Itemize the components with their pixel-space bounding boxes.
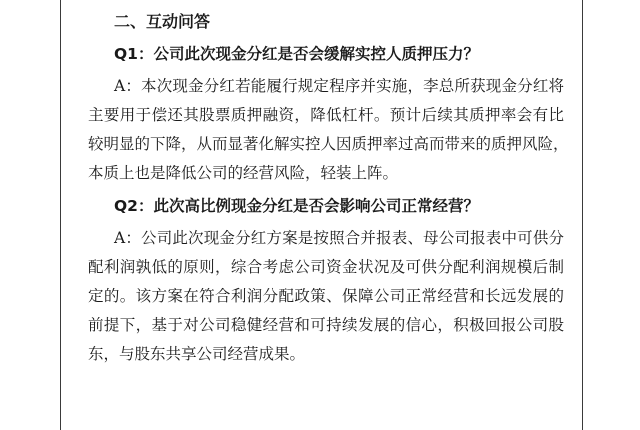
question-1: Q1：公司此次现金分红是否会缓解实控人质押压力？ [114, 45, 479, 63]
answer-2-line: 东，与股东共享公司经营成果。 [88, 345, 306, 363]
answer-2-line: 定的。该方案在符合利润分配政策、保障公司正常经营和长远发展的 [88, 287, 564, 305]
question-2: Q2：此次高比例现金分红是否会影响公司正常经营？ [114, 197, 479, 215]
answer-1-line: 主要用于偿还其股票质押融资，降低杠杆。预计后续其质押率会有比 [88, 106, 564, 124]
document-body [88, 6, 569, 371]
answer-2-line: 前提下，基于对公司稳健经营和可持续发展的信心，积极回报公司股 [88, 316, 564, 334]
answer-2-line: 配利润孰低的原则，综合考虑公司资金状况及可供分配利润规模后制 [88, 258, 564, 276]
page-right-border [582, 0, 583, 430]
answer-1 [88, 72, 569, 188]
answer-1-line: 较明显的下降，从而显著化解实控人因质押率过高而带来的质押风险， [88, 135, 569, 153]
answer-1-line: A：本次现金分红若能履行规定程序并实施，李总所获现金分红将 [114, 77, 564, 95]
answer-2 [88, 224, 564, 369]
answer-1-line: 本质上也是降低公司的经营风险，轻装上阵。 [88, 164, 399, 182]
answer-2-line: A：公司此次现金分红方案是按照合并报表、母公司报表中可供分 [114, 229, 564, 247]
page-left-border [60, 0, 61, 430]
section-title: 二、互动问答 [114, 12, 211, 31]
